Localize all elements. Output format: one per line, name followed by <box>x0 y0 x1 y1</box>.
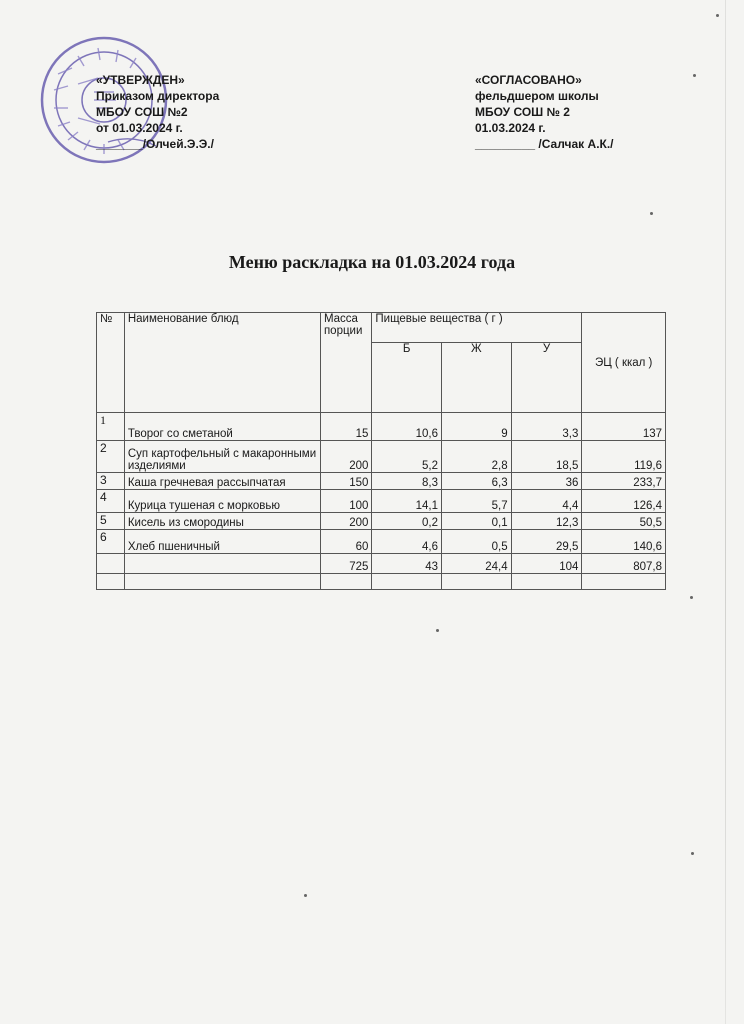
row-mass: 15 <box>320 413 371 441</box>
menu-table <box>96 312 666 590</box>
scan-speck <box>716 14 719 17</box>
total-u: 104 <box>511 554 582 574</box>
row-name: Кисель из смородины <box>124 513 320 530</box>
row-zh: 0,5 <box>442 530 512 554</box>
approval-right-line2: фельдшером школы <box>475 89 599 103</box>
row-u: 12,3 <box>511 513 582 530</box>
approval-right-line1: «СОГЛАСОВАНО» <box>475 73 582 87</box>
table-row <box>97 441 666 473</box>
page-edge <box>725 0 726 1024</box>
row-u: 3,3 <box>511 413 582 441</box>
row-b: 14,1 <box>372 490 442 513</box>
header-b: Б <box>372 343 442 413</box>
row-no: 5 <box>97 513 125 530</box>
total-mass: 725 <box>320 554 371 574</box>
total-name <box>124 554 320 574</box>
table-row <box>97 473 666 490</box>
total-row <box>97 554 666 574</box>
row-b: 0,2 <box>372 513 442 530</box>
scan-speck <box>650 212 653 215</box>
total-b: 43 <box>372 554 442 574</box>
table-row <box>97 490 666 513</box>
row-zh: 5,7 <box>442 490 512 513</box>
row-no: 2 <box>97 441 125 473</box>
row-u: 18,5 <box>511 441 582 473</box>
approval-left-line5: _______/Олчей.Э.Э./ <box>96 137 214 151</box>
row-u: 36 <box>511 473 582 490</box>
row-b: 5,2 <box>372 441 442 473</box>
row-mass: 100 <box>320 490 371 513</box>
row-ec: 50,5 <box>582 513 666 530</box>
approval-left <box>96 72 219 152</box>
row-no: 4 <box>97 490 125 513</box>
table-row <box>97 530 666 554</box>
approval-left-line3: МБОУ СОШ №2 <box>96 105 188 119</box>
document-title: Меню раскладка на 01.03.2024 года <box>228 252 516 272</box>
table-row <box>97 513 666 530</box>
scan-speck <box>691 852 694 855</box>
row-no: 6 <box>97 530 125 554</box>
row-no: 3 <box>97 473 125 490</box>
row-ec: 137 <box>582 413 666 441</box>
approval-left-line4: от 01.03.2024 г. <box>96 121 183 135</box>
row-name: Каша гречневая рассыпчатая <box>124 473 320 490</box>
header-row-top <box>97 313 666 343</box>
total-ec: 807,8 <box>582 554 666 574</box>
header-mass: Масса порции <box>320 313 371 413</box>
row-no: 1 <box>97 413 125 441</box>
approval-left-line2: Приказом директора <box>96 89 220 103</box>
row-ec: 140,6 <box>582 530 666 554</box>
scan-speck <box>690 596 693 599</box>
empty-row <box>97 574 666 590</box>
row-u: 4,4 <box>511 490 582 513</box>
scan-speck <box>436 629 439 632</box>
table-row <box>97 413 666 441</box>
header-name: Наименование блюд <box>124 313 320 413</box>
header-zh: Ж <box>442 343 512 413</box>
row-u: 29,5 <box>511 530 582 554</box>
approval-right-line5: _________ /Салчак А.К./ <box>475 137 614 151</box>
row-zh: 9 <box>442 413 512 441</box>
approval-left-line1: «УТВЕРЖДЕН» <box>96 73 185 87</box>
row-name: Курица тушеная с морковью <box>124 490 320 513</box>
header-no: № <box>97 313 125 413</box>
total-zh: 24,4 <box>442 554 512 574</box>
row-b: 4,6 <box>372 530 442 554</box>
row-zh: 2,8 <box>442 441 512 473</box>
row-name: Творог со сметаной <box>124 413 320 441</box>
row-zh: 6,3 <box>442 473 512 490</box>
approval-right-line3: МБОУ СОШ № 2 <box>475 105 570 119</box>
row-mass: 200 <box>320 441 371 473</box>
row-b: 10,6 <box>372 413 442 441</box>
row-b: 8,3 <box>372 473 442 490</box>
row-ec: 126,4 <box>582 490 666 513</box>
total-no <box>97 554 125 574</box>
approval-right-line4: 01.03.2024 г. <box>475 121 546 135</box>
scan-speck <box>693 74 696 77</box>
row-ec: 233,7 <box>582 473 666 490</box>
approval-right <box>475 72 614 152</box>
row-zh: 0,1 <box>442 513 512 530</box>
scan-speck <box>304 894 307 897</box>
header-ec: ЭЦ ( ккал ) <box>582 313 666 413</box>
row-name: Суп картофельный с макаронными изделиями <box>124 441 320 473</box>
row-mass: 150 <box>320 473 371 490</box>
header-nutrients: Пищевые вещества ( г ) <box>372 313 582 343</box>
row-name: Хлеб пшеничный <box>124 530 320 554</box>
row-ec: 119,6 <box>582 441 666 473</box>
header-u: У <box>511 343 582 413</box>
row-mass: 200 <box>320 513 371 530</box>
row-mass: 60 <box>320 530 371 554</box>
